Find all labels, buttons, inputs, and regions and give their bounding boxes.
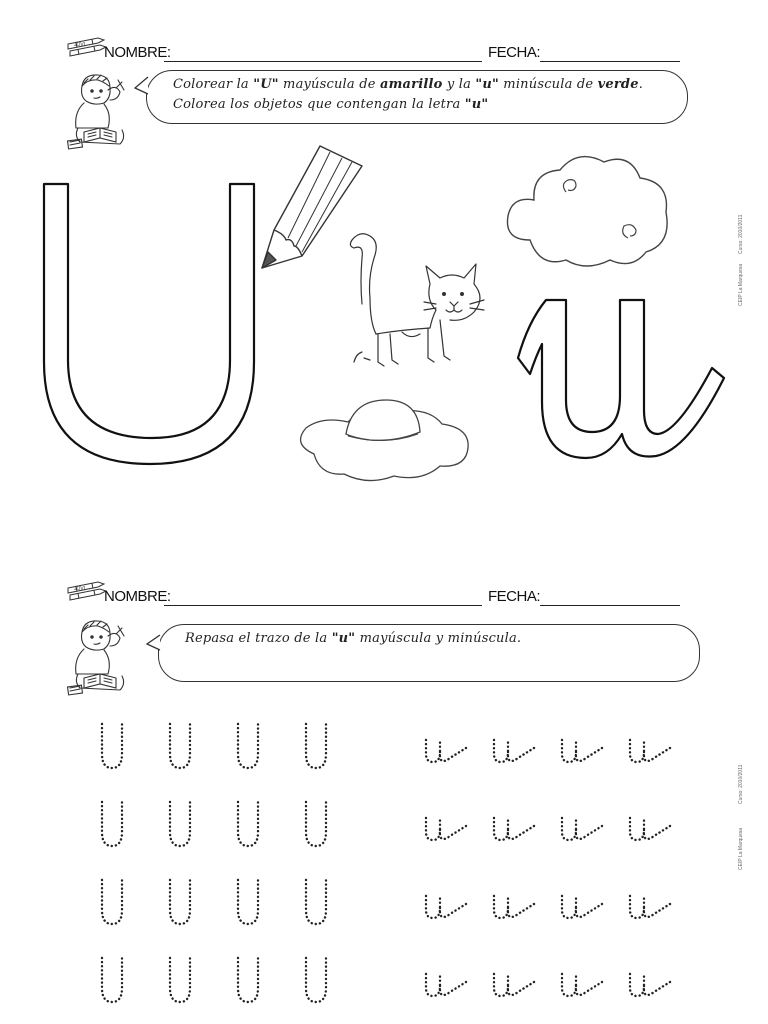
worksheet-2 (0, 570, 768, 1024)
lowercase-u-trace[interactable] (562, 896, 602, 918)
lowercase-u-trace[interactable] (562, 818, 602, 840)
uppercase-u-trace[interactable] (306, 724, 326, 768)
lowercase-u-trace[interactable] (426, 896, 466, 918)
instruction-text: Repasa el trazo de la "u" mayúscula y minúscula. (185, 631, 522, 646)
side-school-label: CEIP La Marquesa (738, 827, 744, 870)
crayons-icon (64, 578, 108, 604)
lowercase-u-trace[interactable] (426, 974, 466, 996)
lowercase-u-trace[interactable] (426, 818, 466, 840)
uppercase-u-trace[interactable] (102, 802, 122, 846)
lowercase-u-trace[interactable] (562, 974, 602, 996)
uppercase-u-trace[interactable] (238, 802, 258, 846)
side-course-label: Curso: 2010/2011 (738, 764, 744, 804)
uppercase-u-outline[interactable] (40, 180, 270, 470)
instruction-line-1: Colorear la "U" mayúscula de amarillo y la "u" minúscula de verde. (173, 77, 644, 92)
instruction-bubble (158, 624, 700, 682)
bubble-tail (146, 634, 162, 654)
nombre-label: NOMBRE: (104, 588, 171, 605)
svg-text:JOVI: JOVI (74, 586, 86, 592)
uppercase-tracing-grid[interactable] (96, 716, 336, 1004)
lowercase-u-outline[interactable] (508, 292, 728, 462)
lowercase-u-trace[interactable] (494, 740, 534, 762)
lowercase-u-trace[interactable] (494, 896, 534, 918)
uppercase-u-trace[interactable] (170, 724, 190, 768)
uppercase-u-trace[interactable] (102, 880, 122, 924)
uppercase-u-trace[interactable] (306, 958, 326, 1002)
cloud-icon[interactable] (500, 148, 676, 272)
uppercase-u-trace[interactable] (102, 724, 122, 768)
lowercase-u-trace[interactable] (494, 974, 534, 996)
lowercase-u-trace[interactable] (562, 740, 602, 762)
uppercase-u-trace[interactable] (238, 958, 258, 1002)
lowercase-u-trace[interactable] (630, 818, 670, 840)
lowercase-u-trace[interactable] (426, 740, 466, 762)
uppercase-u-trace[interactable] (238, 724, 258, 768)
bubble-tail (134, 76, 150, 96)
nombre-line[interactable] (164, 61, 482, 62)
side-school-label: CEIP La Marquesa (738, 263, 744, 306)
svg-text:JOVI: JOVI (74, 42, 86, 48)
fecha-line[interactable] (540, 605, 680, 606)
uppercase-u-trace[interactable] (170, 958, 190, 1002)
uppercase-u-trace[interactable] (238, 880, 258, 924)
cat-icon[interactable] (340, 222, 500, 382)
side-course-label: Curso: 2010/2011 (738, 214, 744, 254)
fried-egg-icon[interactable] (292, 392, 474, 488)
lowercase-u-trace[interactable] (630, 974, 670, 996)
lowercase-u-trace[interactable] (494, 818, 534, 840)
uppercase-u-trace[interactable] (306, 880, 326, 924)
lowercase-u-trace[interactable] (630, 896, 670, 918)
header-row (64, 34, 684, 64)
nombre-line[interactable] (164, 605, 482, 606)
header-row (64, 578, 684, 608)
fecha-label: FECHA: (488, 588, 541, 605)
uppercase-u-trace[interactable] (170, 880, 190, 924)
uppercase-u-trace[interactable] (306, 802, 326, 846)
crayons-icon (64, 34, 108, 60)
nombre-label: NOMBRE: (104, 44, 171, 61)
fecha-label: FECHA: (488, 44, 541, 61)
uppercase-u-trace[interactable] (102, 958, 122, 1002)
lowercase-u-trace[interactable] (630, 740, 670, 762)
instruction-line-2: Colorea los objetos que contengan la letra "u" (173, 97, 489, 112)
lowercase-tracing-grid[interactable] (420, 734, 690, 1004)
instruction-bubble (146, 70, 688, 124)
child-reading-icon (64, 616, 146, 702)
uppercase-u-trace[interactable] (170, 802, 190, 846)
fecha-line[interactable] (540, 61, 680, 62)
